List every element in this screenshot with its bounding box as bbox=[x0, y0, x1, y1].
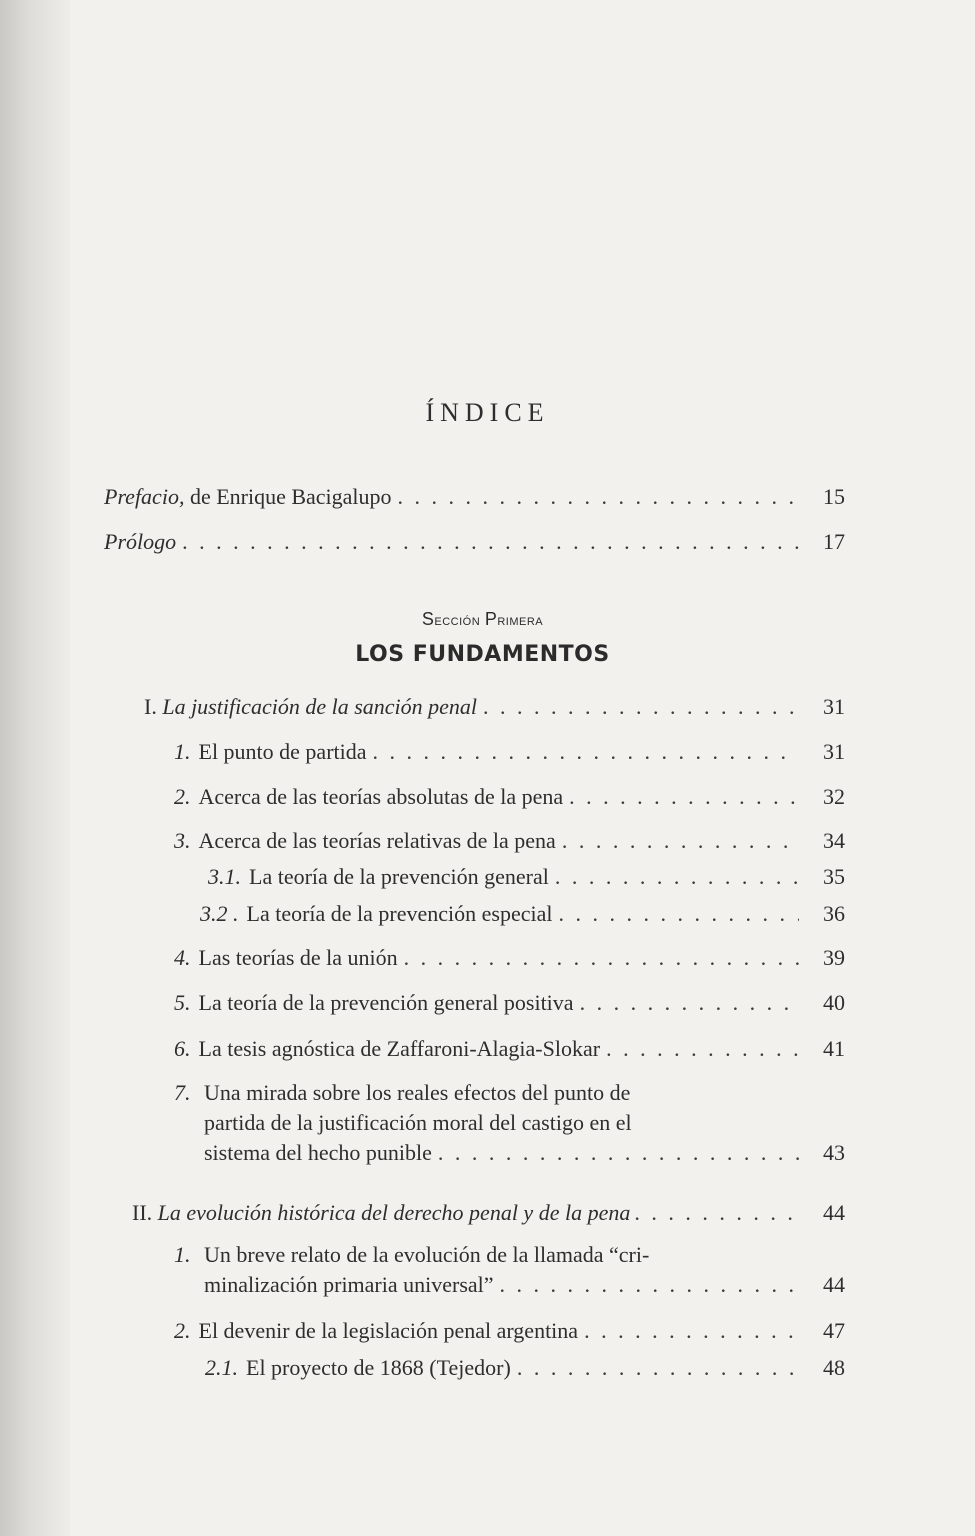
entry-page: 41 bbox=[823, 1036, 845, 1061]
leader-dots bbox=[580, 988, 799, 1018]
entry-number: 2.1. bbox=[205, 1355, 238, 1380]
toc-subentry[interactable] bbox=[200, 899, 845, 929]
entry-page: 15 bbox=[823, 484, 845, 509]
page-title: ÍNDICE bbox=[425, 398, 550, 427]
leader-dots bbox=[559, 899, 799, 929]
entry-label: La teoría de la prevención general positiva bbox=[198, 990, 574, 1015]
entry-page: 44 bbox=[823, 1200, 845, 1225]
leader-dots bbox=[438, 1138, 799, 1168]
leader-dots bbox=[500, 1270, 799, 1300]
book-spine-shadow bbox=[0, 0, 70, 1536]
toc-entry-prologo[interactable] bbox=[104, 527, 845, 557]
entry-page: 31 bbox=[823, 694, 845, 719]
entry-page: 17 bbox=[823, 529, 845, 554]
entry-number: 3.2 . bbox=[200, 901, 239, 926]
entry-page: 31 bbox=[823, 739, 845, 764]
entry-number: 4. bbox=[174, 945, 191, 970]
toc-entry[interactable] bbox=[174, 1034, 845, 1064]
entry-page: 47 bbox=[823, 1318, 845, 1343]
leader-dots bbox=[584, 1316, 799, 1346]
leader-dots bbox=[398, 482, 799, 512]
entry-label: La tesis agnóstica de Zaffaroni-Alagia-Slokar bbox=[198, 1036, 601, 1061]
entry-label: de Enrique Bacigalupo bbox=[184, 484, 392, 509]
toc-entry[interactable] bbox=[174, 782, 845, 812]
leader-dots bbox=[569, 782, 799, 812]
chapter-title: La justificación de la sanción penal bbox=[162, 694, 478, 719]
section-title: LOS FUNDAMENTOS bbox=[355, 642, 610, 667]
entry-label: Las teorías de la unión bbox=[198, 945, 398, 970]
chapter-number: I. bbox=[144, 694, 157, 719]
entry-label-line: partida de la justificación moral del castigo en el bbox=[204, 1110, 632, 1135]
toc-entry[interactable] bbox=[174, 943, 845, 973]
entry-label-italic: Prólogo bbox=[104, 529, 177, 554]
entry-label-italic: Prefacio, bbox=[104, 484, 185, 509]
entry-label: La teoría de la prevención especial bbox=[246, 901, 553, 926]
toc-subentry[interactable] bbox=[205, 1353, 845, 1383]
entry-number: 2. bbox=[174, 1318, 191, 1343]
entry-label-line: Un breve relato de la evolución de la llamada “cri- bbox=[204, 1242, 650, 1267]
toc-entry-prefacio[interactable] bbox=[104, 482, 845, 512]
chapter-title: La evolución histórica del derecho penal y de la pena bbox=[157, 1200, 631, 1225]
entry-label: El devenir de la legislación penal argentina bbox=[198, 1318, 579, 1343]
entry-number: 7. bbox=[174, 1080, 191, 1105]
leader-dots bbox=[404, 943, 799, 973]
leader-dots bbox=[483, 692, 799, 722]
leader-dots bbox=[555, 862, 799, 892]
leader-dots bbox=[373, 737, 799, 767]
toc-entry[interactable] bbox=[174, 988, 845, 1018]
entry-page: 34 bbox=[823, 828, 845, 853]
entry-page: 44 bbox=[823, 1272, 845, 1297]
entry-number: 1. bbox=[174, 1242, 191, 1267]
toc-entry-multiline[interactable] bbox=[174, 1240, 845, 1302]
chapter-number: II. bbox=[132, 1200, 153, 1225]
leader-dots bbox=[606, 1034, 799, 1064]
entry-page: 32 bbox=[823, 784, 845, 809]
entry-number: 3.1. bbox=[208, 864, 241, 889]
toc-entry[interactable] bbox=[174, 1316, 845, 1346]
entry-label-line: sistema del hecho punible bbox=[204, 1140, 432, 1165]
entry-label-line: minalización primaria universal” bbox=[204, 1272, 494, 1297]
leader-dots bbox=[517, 1353, 799, 1383]
entry-label: El punto de partida bbox=[198, 739, 367, 764]
entry-page: 35 bbox=[823, 864, 845, 889]
entry-number: 6. bbox=[174, 1036, 191, 1061]
toc-chapter-2[interactable] bbox=[132, 1198, 845, 1228]
entry-page: 48 bbox=[823, 1355, 845, 1380]
entry-label: El proyecto de 1868 (Tejedor) bbox=[246, 1355, 511, 1380]
leader-dots bbox=[562, 826, 799, 856]
toc-entry[interactable] bbox=[174, 826, 845, 856]
entry-number: 5. bbox=[174, 990, 191, 1015]
toc-entry-multiline[interactable] bbox=[174, 1078, 845, 1170]
entry-label-line: Una mirada sobre los reales efectos del punto de bbox=[204, 1080, 631, 1105]
entry-label: Acerca de las teorías absolutas de la pena bbox=[198, 784, 564, 809]
entry-label: La teoría de la prevención general bbox=[249, 864, 549, 889]
entry-page: 43 bbox=[823, 1140, 845, 1165]
entry-number: 1. bbox=[174, 739, 191, 764]
toc-entry[interactable] bbox=[174, 737, 845, 767]
entry-page: 39 bbox=[823, 945, 845, 970]
entry-number: 3. bbox=[174, 828, 191, 853]
entry-page: 40 bbox=[823, 990, 845, 1015]
section-kicker: Sección Primera bbox=[421, 609, 544, 629]
toc-subentry[interactable] bbox=[208, 862, 845, 892]
leader-dots bbox=[182, 527, 799, 557]
leader-dots bbox=[634, 1198, 801, 1228]
entry-label: Acerca de las teorías relativas de la pena bbox=[198, 828, 556, 853]
entry-number: 2. bbox=[174, 784, 191, 809]
entry-page: 36 bbox=[823, 901, 845, 926]
toc-chapter-1[interactable] bbox=[144, 692, 845, 722]
